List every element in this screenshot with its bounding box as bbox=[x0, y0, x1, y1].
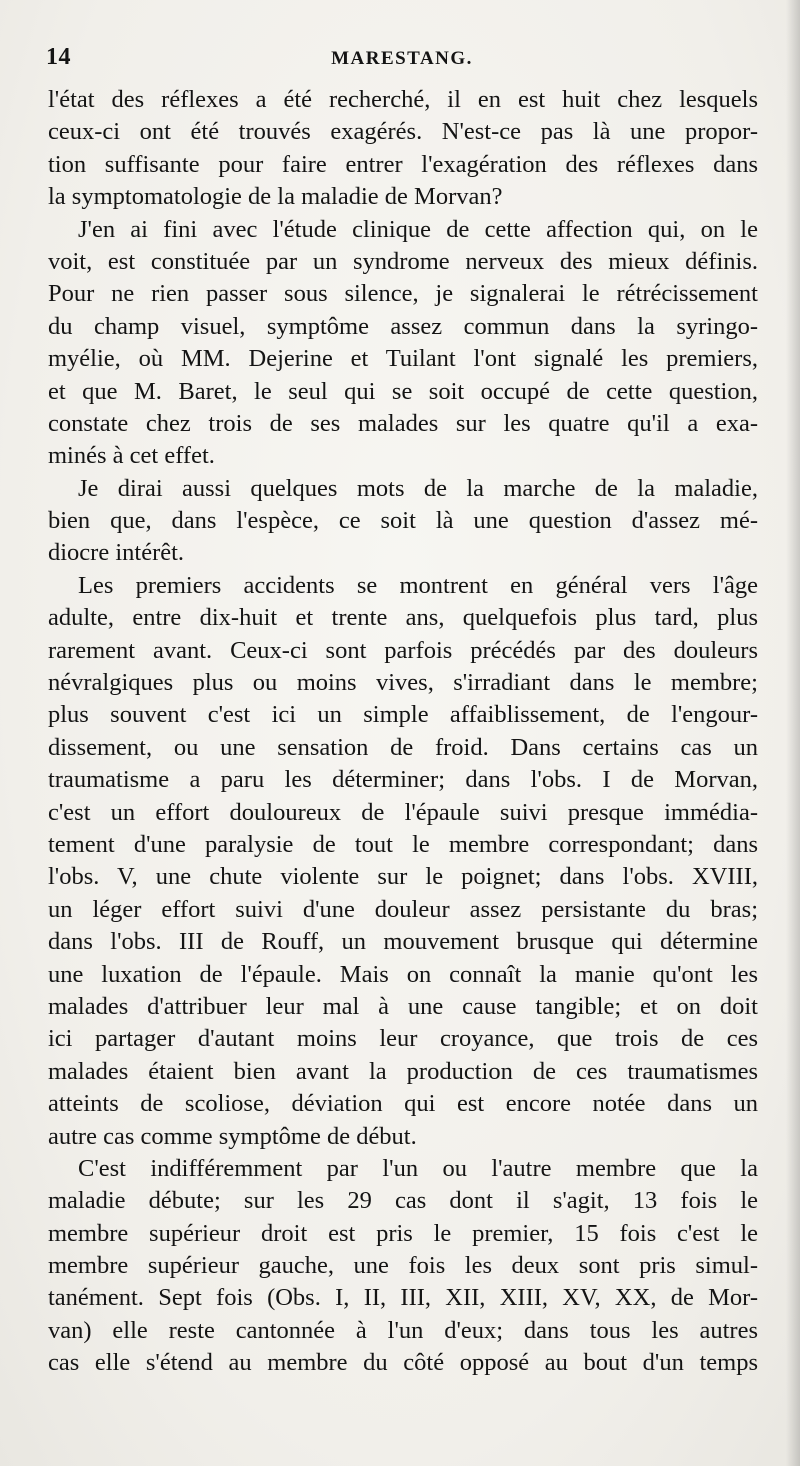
text-line: ceux-ci ont été trouvés exagérés. N'est-ce pas là une propor- bbox=[48, 118, 758, 146]
text-line: bien que, dans l'espèce, ce soit là une question d'assez mé- bbox=[48, 507, 758, 535]
text-line: myélie, où MM. Dejerine et Tuilant l'ont signalé les premiers, bbox=[48, 345, 758, 373]
text-line: et que M. Baret, le seul qui se soit occupé de cette question, bbox=[48, 377, 758, 405]
text-line: membre supérieur droit est pris le premier, 15 fois c'est le bbox=[48, 1219, 758, 1247]
text-line: J'en ai fini avec l'étude clinique de cette affection qui, on le bbox=[78, 215, 758, 243]
page-edge-shadow bbox=[786, 0, 800, 1466]
text-line: une luxation de l'épaule. Mais on connaît la manie qu'ont les bbox=[48, 960, 758, 988]
text-line: Pour ne rien passer sous silence, je signalerai le rétrécissement bbox=[48, 280, 758, 308]
text-line: autre cas comme symptôme de début. bbox=[48, 1122, 417, 1150]
text-line: Les premiers accidents se montrent en général vers l'âge bbox=[78, 571, 758, 599]
text-line: atteints de scoliose, déviation qui est encore notée dans un bbox=[48, 1090, 758, 1118]
text-line: cas elle s'étend au membre du côté opposé au bout d'un temps bbox=[48, 1349, 758, 1377]
text-line: van) elle reste cantonnée à l'un d'eux; dans tous les autres bbox=[48, 1316, 758, 1344]
text-line: tanément. Sept fois (Obs. I, II, III, XII, XIII, XV, XX, de Mor- bbox=[48, 1284, 758, 1312]
text-line: rarement avant. Ceux-ci sont parfois précédés par des douleurs bbox=[48, 636, 758, 664]
text-line: diocre intérêt. bbox=[48, 539, 185, 567]
text-line: constate chez trois de ses malades sur les quatre qu'il a exa- bbox=[48, 409, 758, 437]
text-line: maladie débute; sur les 29 cas dont il s'agit, 13 fois le bbox=[48, 1187, 758, 1215]
text-line: malades d'attribuer leur mal à une cause tangible; et on doit bbox=[48, 992, 758, 1020]
page-header bbox=[46, 44, 758, 74]
text-line: tion suffisante pour faire entrer l'exagération des réflexes dans bbox=[48, 150, 758, 178]
text-line: ici partager d'autant moins leur croyance, que trois de ces bbox=[48, 1025, 758, 1053]
text-line: l'état des réflexes a été recherché, il en est huit chez lesquels bbox=[48, 86, 758, 113]
text-line: dans l'obs. III de Rouff, un mouvement brusque qui détermine bbox=[48, 928, 758, 956]
text-line: c'est un effort douloureux de l'épaule suivi presque immédia- bbox=[48, 798, 758, 826]
text-line: adulte, entre dix-huit et trente ans, quelquefois plus tard, plus bbox=[48, 604, 758, 632]
text-line: plus souvent c'est ici un simple affaiblissement, de l'engour- bbox=[48, 701, 758, 729]
text-line: malades étaient bien avant la production de ces traumatismes bbox=[48, 1057, 758, 1085]
text-line: Je dirai aussi quelques mots de la marche de la maladie, bbox=[78, 474, 758, 502]
text-line: voit, est constituée par un syndrome nerveux des mieux définis. bbox=[48, 247, 758, 275]
text-line: du champ visuel, symptôme assez commun dans la syringo- bbox=[48, 312, 758, 340]
text-line: membre supérieur gauche, une fois les deux sont pris simul- bbox=[48, 1252, 758, 1280]
text-line: C'est indifféremment par l'un ou l'autre membre que la bbox=[78, 1154, 758, 1182]
text-line: tement d'une paralysie de tout le membre correspondant; dans bbox=[48, 830, 758, 858]
page-number: 14 bbox=[46, 44, 71, 70]
text-line: un léger effort suivi d'une douleur assez persistante du bras; bbox=[48, 895, 758, 923]
text-line: minés à cet effet. bbox=[48, 442, 215, 470]
text-line: la symptomatologie de la maladie de Morvan? bbox=[48, 183, 503, 211]
body-text bbox=[48, 84, 758, 1380]
running-head: MARESTANG. bbox=[331, 48, 473, 69]
text-line: traumatisme a paru les déterminer; dans l'obs. I de Morvan, bbox=[48, 766, 758, 794]
text-line: névralgiques plus ou moins vives, s'irradiant dans le membre; bbox=[48, 669, 758, 697]
text-line: dissement, ou une sensation de froid. Dans certains cas un bbox=[48, 733, 758, 761]
text-line: l'obs. V, une chute violente sur le poignet; dans l'obs. XVIII, bbox=[48, 863, 758, 891]
